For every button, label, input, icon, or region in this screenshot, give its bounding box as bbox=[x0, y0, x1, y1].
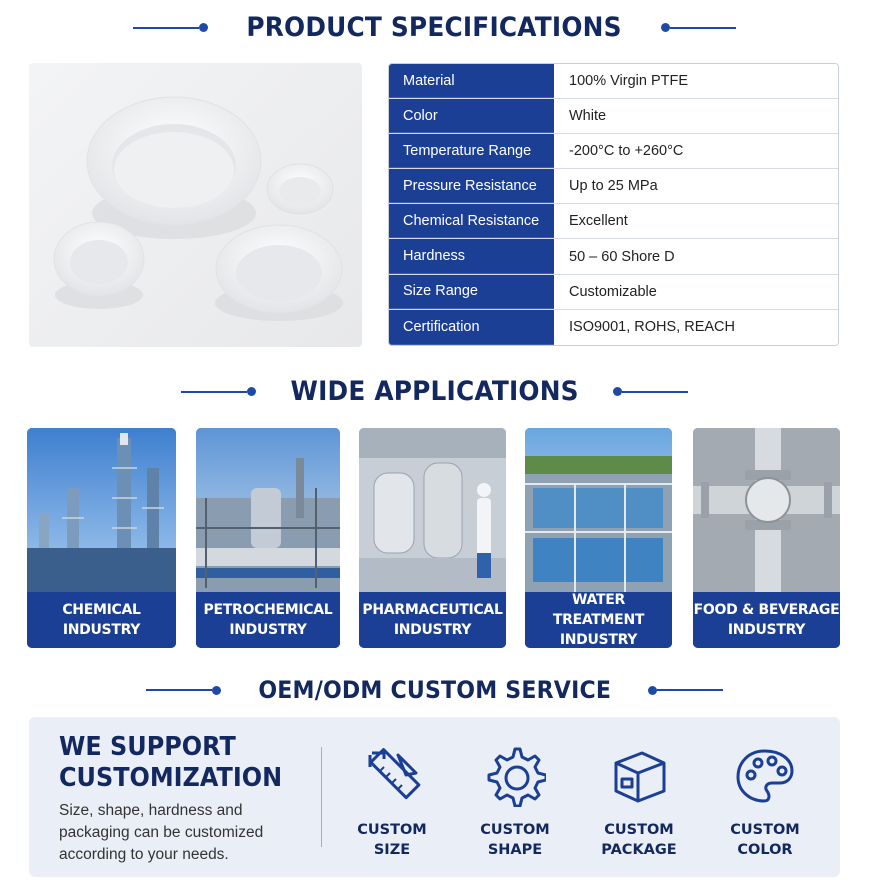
custom-service-panel bbox=[29, 717, 840, 877]
custom-item-label: CUSTOM COLOR bbox=[730, 822, 800, 858]
title-decoration-right bbox=[661, 23, 736, 32]
water-treatment-plant-image bbox=[525, 428, 672, 592]
chemical-plant-image bbox=[27, 428, 176, 592]
application-label: WATER TREATMENT INDUSTRY bbox=[525, 592, 672, 648]
spec-value: 100% Virgin PTFE bbox=[554, 64, 838, 98]
application-card-food-beverage bbox=[693, 428, 840, 648]
spec-row bbox=[389, 239, 838, 274]
spec-row bbox=[389, 134, 838, 169]
application-card-water-treatment bbox=[525, 428, 672, 648]
spec-key: Material bbox=[389, 64, 554, 98]
customization-description: Size, shape, hardness and packaging can be customized according to your needs. bbox=[59, 802, 264, 863]
gear-icon bbox=[484, 745, 546, 807]
panel-divider bbox=[321, 747, 322, 847]
spec-key: Hardness bbox=[389, 239, 554, 273]
box-icon bbox=[608, 745, 670, 807]
spec-row bbox=[389, 169, 838, 204]
customization-heading: WE SUPPORT CUSTOMIZATION bbox=[59, 732, 283, 793]
spec-value: 50 – 60 Shore D bbox=[554, 239, 838, 273]
spec-key: Chemical Resistance bbox=[389, 204, 554, 238]
spec-key: Temperature Range bbox=[389, 134, 554, 168]
ruler-pencil-icon bbox=[362, 745, 422, 807]
pharmaceutical-plant-image bbox=[359, 428, 506, 592]
spec-value: Excellent bbox=[554, 204, 838, 238]
custom-item-label: CUSTOM SHAPE bbox=[480, 822, 550, 858]
spec-value: Up to 25 MPa bbox=[554, 169, 838, 203]
food-beverage-piping-image bbox=[693, 428, 840, 592]
custom-color-item bbox=[710, 745, 820, 860]
spec-key: Color bbox=[389, 99, 554, 133]
spec-key: Size Range bbox=[389, 275, 554, 309]
title-decoration-left bbox=[133, 23, 208, 32]
spec-section-header bbox=[0, 12, 869, 43]
palette-icon bbox=[734, 745, 796, 807]
custom-item-label: CUSTOM SIZE bbox=[357, 822, 427, 858]
spec-row bbox=[389, 310, 838, 345]
application-label: FOOD & BEVERAGE INDUSTRY bbox=[693, 592, 840, 648]
spec-key: Certification bbox=[389, 310, 554, 345]
application-label: PETROCHEMICAL INDUSTRY bbox=[196, 592, 340, 648]
title-decoration-left bbox=[181, 387, 256, 396]
spec-value: Customizable bbox=[554, 275, 838, 309]
custom-item-label: CUSTOM PACKAGE bbox=[601, 822, 677, 858]
applications-section-header bbox=[0, 376, 869, 407]
title-decoration-left bbox=[146, 686, 221, 695]
spec-row bbox=[389, 275, 838, 310]
title-decoration-right bbox=[613, 387, 688, 396]
custom-section-title: OEM/ODM CUSTOM SERVICE bbox=[258, 676, 611, 704]
custom-section-header bbox=[0, 676, 869, 704]
custom-size-item bbox=[337, 745, 447, 860]
custom-package-item bbox=[584, 745, 694, 860]
application-card-pharmaceutical bbox=[359, 428, 506, 648]
spec-section-title: PRODUCT SPECIFICATIONS bbox=[246, 12, 623, 43]
petrochemical-plant-image bbox=[196, 428, 340, 592]
spec-row bbox=[389, 204, 838, 239]
spec-key: Pressure Resistance bbox=[389, 169, 554, 203]
application-label: PHARMACEUTICAL INDUSTRY bbox=[359, 592, 506, 648]
spec-value: White bbox=[554, 99, 838, 133]
spec-table bbox=[388, 63, 839, 346]
custom-shape-item bbox=[460, 745, 570, 860]
ptfe-rings-product-image bbox=[29, 63, 362, 347]
title-decoration-right bbox=[648, 686, 723, 695]
applications-section-title: WIDE APPLICATIONS bbox=[290, 376, 579, 407]
application-card-petrochemical bbox=[196, 428, 340, 648]
spec-value: ISO9001, ROHS, REACH bbox=[554, 310, 838, 345]
spec-row bbox=[389, 64, 838, 99]
spec-value: -200°C to +260°C bbox=[554, 134, 838, 168]
spec-row bbox=[389, 99, 838, 134]
application-card-chemical bbox=[27, 428, 176, 648]
application-label: CHEMICAL INDUSTRY bbox=[27, 592, 176, 648]
